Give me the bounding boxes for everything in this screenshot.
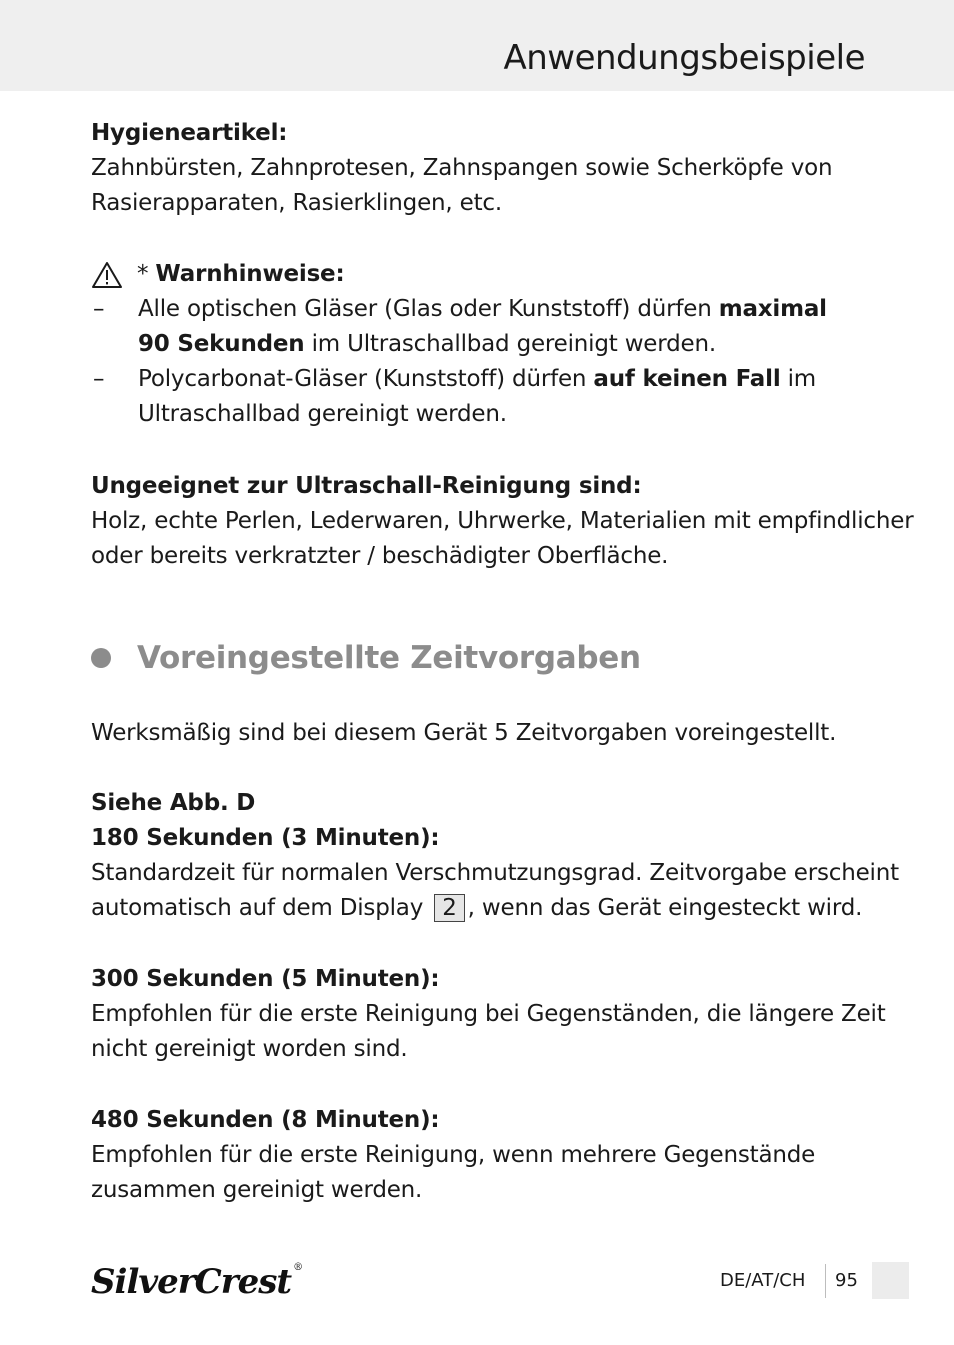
page-title: Anwendungsbeispiele bbox=[503, 38, 865, 78]
preset-heading: 180 Sekunden (3 Minuten): bbox=[91, 825, 440, 851]
bullet-dot-icon bbox=[91, 648, 111, 668]
brand-logo-text: SilverCrest bbox=[91, 1262, 292, 1302]
warnings-heading-text: Warnhinweise: bbox=[155, 261, 345, 287]
warning-text: im bbox=[780, 366, 817, 392]
preset-text-line: Standardzeit für normalen Verschmutzungsgrad. Zeitvorgabe erscheint bbox=[91, 860, 899, 886]
preset-text-line: zusammen gereinigt werden. bbox=[91, 1177, 423, 1203]
preset-text-line: Empfohlen für die erste Reinigung bei Gegenständen, die längere Zeit bbox=[91, 1001, 886, 1027]
section-heading bbox=[91, 640, 641, 676]
warnings-section bbox=[91, 257, 871, 432]
unsuitable-text-line: oder bereits verkratzter / beschädigter Oberfläche. bbox=[91, 543, 669, 569]
preset-text: automatisch auf dem Display bbox=[91, 895, 424, 921]
preset-heading: 300 Sekunden (5 Minuten): bbox=[91, 966, 440, 992]
figure-reference: Siehe Abb. D bbox=[91, 790, 256, 816]
footer-divider bbox=[825, 1264, 826, 1298]
warning-emphasis: auf keinen Fall bbox=[593, 366, 781, 392]
warning-item bbox=[91, 362, 871, 432]
preset-480 bbox=[91, 1103, 871, 1208]
warning-triangle-icon bbox=[91, 261, 123, 289]
dash-bullet: – bbox=[93, 296, 105, 322]
registered-mark: ® bbox=[293, 1262, 303, 1273]
footer-locale: DE/AT/CH bbox=[720, 1270, 806, 1291]
preset-300 bbox=[91, 962, 886, 1067]
brand-logo bbox=[91, 1262, 302, 1302]
unsuitable-section bbox=[91, 469, 914, 574]
hygiene-text-line: Rasierapparaten, Rasierklingen, etc. bbox=[91, 190, 502, 216]
warning-emphasis: 90 Sekunden bbox=[138, 331, 305, 357]
hygiene-section bbox=[91, 116, 871, 221]
page-number: 95 bbox=[835, 1270, 858, 1291]
warning-emphasis: maximal bbox=[718, 296, 827, 322]
preset-180 bbox=[91, 786, 899, 926]
hygiene-text-line: Zahnbürsten, Zahnprotesen, Zahnspangen sowie Scherköpfe von bbox=[91, 155, 833, 181]
unsuitable-text-line: Holz, echte Perlen, Lederwaren, Uhrwerke, Materialien mit empfindlicher bbox=[91, 508, 914, 534]
warnings-heading-prefix: * bbox=[137, 261, 156, 287]
warning-text: Ultraschallbad gereinigt werden. bbox=[138, 401, 507, 427]
preset-heading: 480 Sekunden (8 Minuten): bbox=[91, 1107, 440, 1133]
dash-bullet: – bbox=[93, 366, 105, 392]
warning-text: Polycarbonat-Gläser (Kunststoff) dürfen bbox=[138, 366, 594, 392]
display-reference-box: 2 bbox=[434, 894, 464, 922]
section-intro bbox=[91, 716, 871, 751]
intro-text: Werksmäßig sind bei diesem Gerät 5 Zeitvorgaben voreingestellt. bbox=[91, 720, 837, 746]
preset-text-line: Empfohlen für die erste Reinigung, wenn mehrere Gegenstände bbox=[91, 1142, 816, 1168]
warning-text: im Ultraschallbad gereinigt werden. bbox=[304, 331, 716, 357]
warning-item bbox=[91, 292, 871, 362]
preset-text: , wenn das Gerät eingesteckt wird. bbox=[467, 895, 863, 921]
unsuitable-heading: Ungeeignet zur Ultraschall-Reinigung sind: bbox=[91, 473, 642, 499]
preset-text-line: nicht gereinigt worden sind. bbox=[91, 1036, 408, 1062]
warnings-heading bbox=[91, 257, 871, 292]
section-title: Voreingestellte Zeitvorgaben bbox=[137, 640, 641, 676]
page-tab-marker bbox=[872, 1262, 909, 1299]
hygiene-heading: Hygieneartikel: bbox=[91, 120, 288, 146]
warning-text: Alle optischen Gläser (Glas oder Kunststoff) dürfen bbox=[138, 296, 719, 322]
